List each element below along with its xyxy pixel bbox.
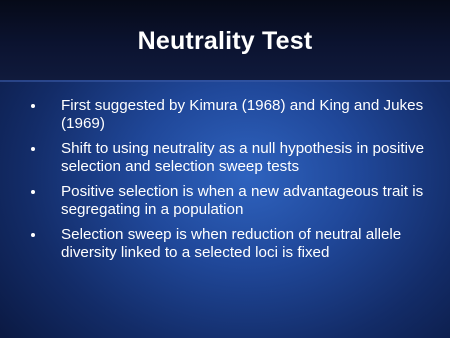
bullet-dot-icon (31, 147, 35, 151)
bullet-text: Selection sweep is when reduction of neutral allele diversity linked to a selected loci is fixed (61, 226, 402, 261)
bullet-dot-icon (31, 190, 35, 194)
bullet-dot-icon (31, 104, 35, 108)
bullet-text: First suggested by Kimura (1968) and King and Jukes (1969) (61, 97, 424, 132)
bullet-item (30, 140, 430, 176)
bullet-item (30, 183, 430, 219)
bullet-item (30, 226, 430, 262)
bullet-list (30, 97, 430, 269)
slide-title: Neutrality Test (137, 27, 313, 55)
title-divider (0, 80, 450, 82)
bullet-dot-icon (31, 233, 35, 237)
bullet-text: Shift to using neutrality as a null hypothesis in positive selection and selection sweep tests (61, 140, 425, 175)
bullet-text: Positive selection is when a new advantageous trait is segregating in a population (61, 183, 424, 218)
bullet-item (30, 97, 430, 133)
